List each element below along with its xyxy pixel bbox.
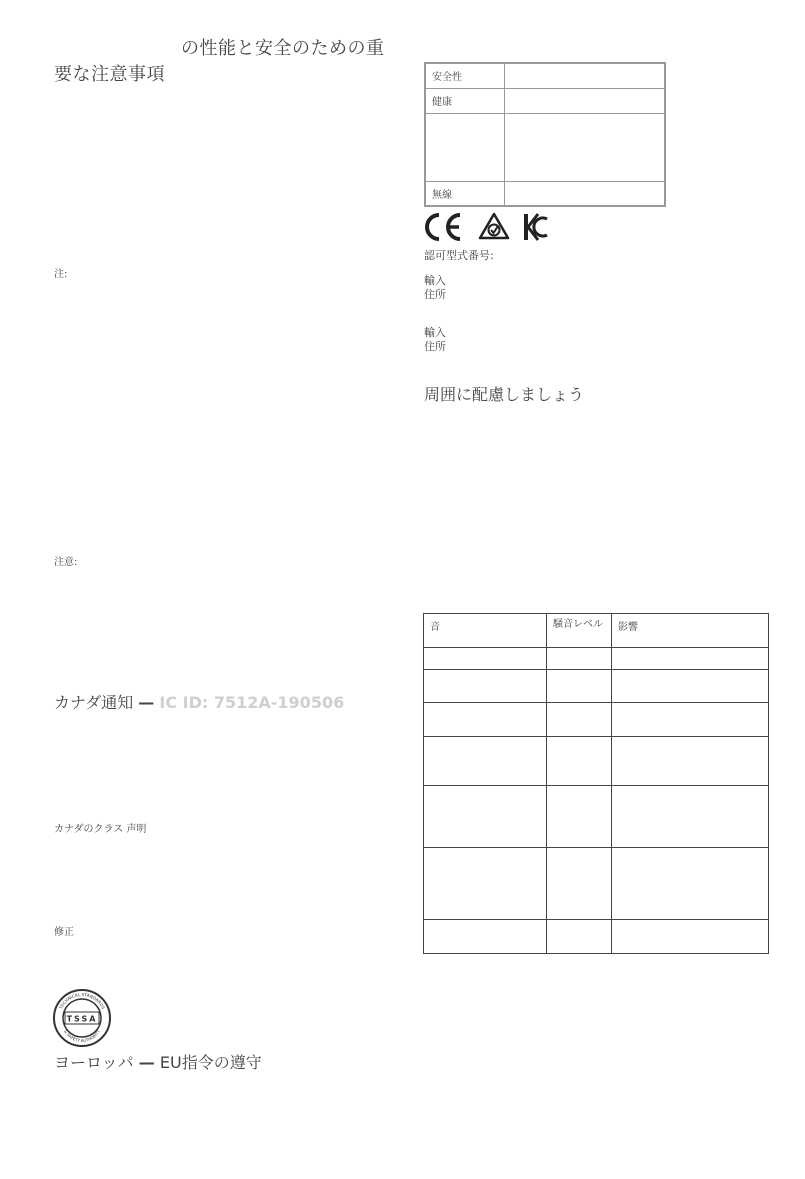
canada-notice-heading [54, 690, 344, 713]
tssa-center-text: TSSA [66, 1014, 98, 1024]
tssa-logo [52, 988, 112, 1048]
tssa-seal-icon [52, 988, 112, 1048]
table-row [424, 737, 769, 786]
note-label: 注: [54, 269, 68, 280]
rcm-mark-icon [480, 214, 508, 238]
eu-heading-suffix: EU指令の遵守 [159, 1053, 262, 1072]
table-header-row [424, 614, 769, 648]
title-line1: の性能と安全のための重 [181, 38, 385, 59]
column-header-effect: 影響 [612, 614, 769, 648]
model-number-label: 認可型式番号: [424, 249, 494, 262]
tssa-top-text: TECHNICAL STANDARDS [58, 991, 106, 1010]
kc-mark-icon [524, 214, 547, 240]
table-row [425, 88, 665, 113]
amendment-label: 修正 [54, 927, 74, 938]
table-row [425, 63, 665, 88]
directive-label [425, 113, 505, 181]
canada-notice-prefix: カナダ通知 [54, 693, 134, 712]
importer-label: 輸入 [424, 326, 446, 339]
directive-value [505, 181, 666, 206]
column-header-sound: 音 [424, 614, 547, 648]
caution-label: 注意: [54, 557, 78, 568]
canada-class-statement: カナダのクラス 声明 [54, 824, 147, 835]
directive-label: 無線 [425, 181, 505, 206]
certification-marks [422, 210, 552, 244]
directive-label: 健康 [425, 88, 505, 113]
column-header-noise-level: 騒音レベル [547, 614, 612, 648]
table-row [424, 670, 769, 703]
ce-mark-icon [427, 215, 460, 239]
title-line2: 要な注意事項 [54, 64, 165, 85]
eu-directive-heading [54, 1050, 262, 1073]
directive-value [505, 113, 666, 181]
eu-heading-prefix: ヨーロッパ [54, 1053, 134, 1072]
importer-label: 輸入 [424, 274, 446, 287]
canada-notice-dash: — [138, 693, 155, 712]
eu-directives-table [424, 62, 666, 207]
table-row [425, 181, 665, 206]
eu-heading-dash: — [138, 1053, 155, 1072]
table-row [424, 920, 769, 954]
directive-value [505, 88, 666, 113]
table-row [424, 786, 769, 848]
importer-block-2 [424, 326, 446, 354]
directive-label: 安全性 [425, 63, 505, 88]
tssa-bottom-text: & SAFETY AUTHORITY [63, 1028, 101, 1044]
importer-block-1 [424, 274, 446, 302]
surroundings-heading: 周囲に配慮しましょう [424, 385, 585, 404]
address-label: 住所 [424, 340, 446, 353]
table-row [424, 848, 769, 920]
table-row [425, 113, 665, 181]
table-row [424, 648, 769, 670]
address-label: 住所 [424, 288, 446, 301]
noise-level-table [423, 613, 769, 954]
table-row [424, 703, 769, 737]
ic-id: IC ID: 7512A-190506 [159, 693, 345, 712]
directive-value [505, 63, 666, 88]
